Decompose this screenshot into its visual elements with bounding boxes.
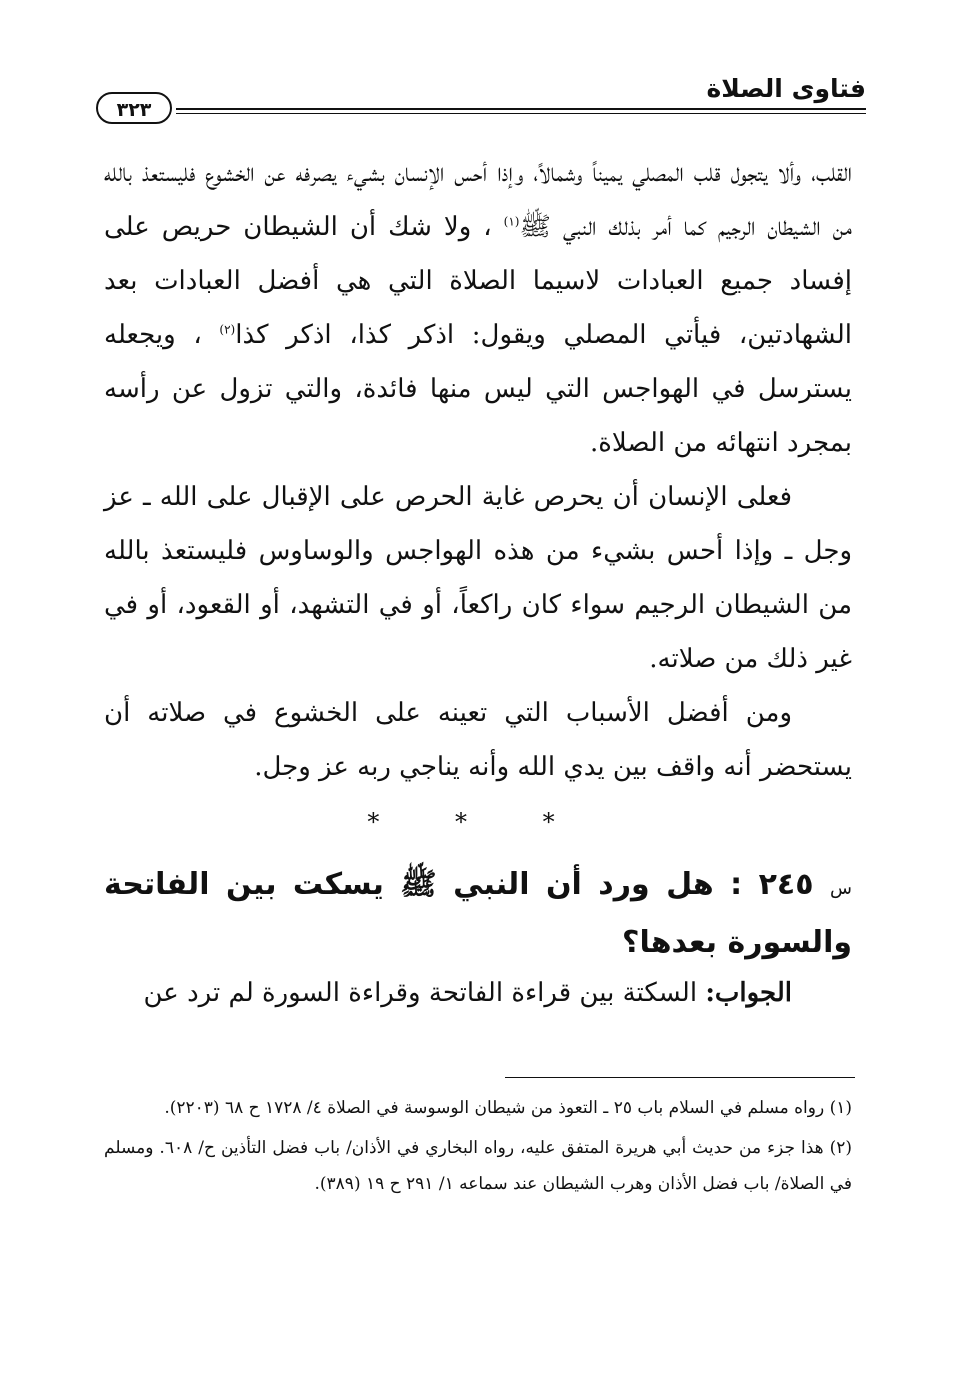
question-heading bbox=[104, 858, 852, 970]
header-rule bbox=[176, 108, 866, 114]
question-marker: س bbox=[830, 878, 852, 899]
paragraph-1 bbox=[104, 146, 852, 470]
answer-text: السكتة بين قراءة الفاتحة وقراءة السورة لم ترد عن bbox=[143, 978, 698, 1008]
section-separator: * * * bbox=[367, 808, 589, 836]
page-header bbox=[96, 74, 866, 124]
footnote-divider bbox=[505, 1077, 855, 1078]
footnotes bbox=[104, 1090, 852, 1206]
paragraph-1-text: القلب، وألا يتجول قلب المصلي يميناً وشمالاً، وإذا أحس الإنسان بشيء يصرفه عن الخشوع فليستعذ بالله من الشيطان الرجيم كما أمر بذلك النبي ﷺ bbox=[104, 158, 853, 242]
footnote-2: (٢) هذا جزء من حديث أبي هريرة المتفق عليه، رواه البخاري في الأذان/ باب فضل التأذين ح/ ٦٠٨. ومسلم في الصلاة/ باب فضل الأذان وهرب الشيطان عند سماعه ١/ ٢٩١ ح ١٩ (٣٨٩). bbox=[104, 1138, 853, 1194]
paragraph-1b-text: ، ولا شك أن الشيطان حريص على إفساد جميع العبادات لاسيما الصلاة التي هي أفضل العبادات بعد الشهادتين، فيأتي المصلي ويقول: اذكر كذا، اذكر كذا bbox=[104, 212, 853, 350]
body-text bbox=[104, 146, 852, 794]
paragraph-1c-text: ، ويجعله يسترسل في الهواجس التي ليس منها فائدة، والتي تزول عن رأسه بمجرد انتهائه من الصلاة. bbox=[104, 320, 852, 458]
question-number: ٢٤٥ bbox=[758, 867, 814, 902]
footnote-1: (١) رواه مسلم في السلام باب ٢٥ ـ التعوذ من شيطان الوسوسة في الصلاة ٤/ ١٧٢٨ ح ٦٨ (٢٢٠٣). bbox=[164, 1098, 852, 1118]
paragraph-2: فعلى الإنسان أن يحرص غاية الحرص على الإقبال على الله ـ عز وجل ـ وإذا أحس بشيء من هذه الهواجس والوساوس فليستعذ بالله من الشيطان الرجيم سواء كان راكعاً، أو في التشهد، أو القعود، أو في غير ذلك من صلاته. bbox=[104, 482, 852, 674]
footnote-ref-1: (١) bbox=[503, 214, 520, 229]
footnote-ref-2: (٢) bbox=[219, 322, 236, 337]
question-text: : هل ورد أن النبي ﷺ يسكت بين الفاتحة والسورة بعدها؟ bbox=[104, 867, 852, 960]
book-title: فتاوى الصلاة bbox=[706, 74, 866, 103]
page-number: ٣٢٣ bbox=[96, 92, 172, 124]
paragraph-3: ومن أفضل الأسباب التي تعينه على الخشوع في صلاته أن يستحضر أنه واقف بين يدي الله وأنه يناجي ربه عز وجل. bbox=[104, 698, 852, 782]
answer-paragraph bbox=[104, 966, 852, 1020]
answer-label: الجواب: bbox=[705, 978, 792, 1008]
